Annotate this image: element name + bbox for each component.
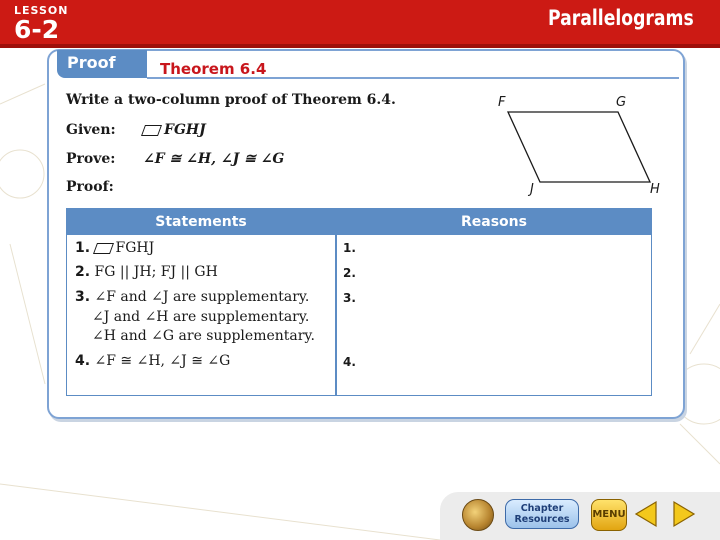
- statement-1-number: 1.: [75, 240, 91, 256]
- theorem-title: Theorem 6.4: [160, 60, 267, 78]
- statement-4-text: ∠F ≅ ∠H, ∠J ≅ ∠G: [94, 353, 231, 369]
- globe-icon[interactable]: [462, 499, 494, 531]
- statement-4-number: 4.: [75, 353, 91, 369]
- parallelogram-icon: [141, 125, 162, 136]
- prove-value: ∠F ≅ ∠H, ∠J ≅ ∠G: [143, 151, 285, 167]
- chapter-resources-line-1: Chapter: [520, 503, 564, 514]
- lesson-word: LESSON: [14, 4, 69, 17]
- reason-2[interactable]: 2.: [343, 266, 356, 280]
- given-value-text: FGHJ: [164, 122, 206, 138]
- reason-1[interactable]: 1.: [343, 241, 356, 255]
- vertex-label-f: F: [498, 95, 506, 110]
- chapter-resources-button[interactable]: [505, 499, 579, 529]
- left-arrow-icon[interactable]: [632, 499, 662, 529]
- statement-2-text: FG || JH; FJ || GH: [94, 264, 218, 280]
- statement-3-number: 3.: [75, 289, 91, 305]
- vertex-label-j: J: [530, 182, 534, 197]
- statement-3: [75, 289, 309, 305]
- statement-3-line-1: ∠F and ∠J are supplementary.: [94, 289, 310, 305]
- prove-label: Prove:: [66, 151, 116, 167]
- parallelogram-shape: [508, 112, 650, 182]
- statement-1: [75, 240, 154, 256]
- vertex-label-h: H: [650, 182, 660, 197]
- proof-tab-label: Proof: [67, 53, 116, 72]
- menu-button[interactable]: MENU: [591, 499, 627, 531]
- proof-table: [66, 208, 652, 396]
- right-arrow-icon[interactable]: [668, 499, 698, 529]
- lesson-number: 6-2: [14, 15, 60, 44]
- vertex-label-g: G: [616, 95, 627, 110]
- instruction-text: Write a two-column proof of Theorem 6.4.: [66, 92, 396, 108]
- reason-4[interactable]: 4.: [343, 355, 356, 369]
- statement-3-line-2: ∠J and ∠H are supplementary.: [92, 309, 310, 325]
- statement-2: [75, 264, 218, 280]
- parallelogram-figure: [490, 100, 670, 200]
- column-divider: [335, 209, 337, 395]
- reason-3[interactable]: 3.: [343, 291, 356, 305]
- parallelogram-icon: [93, 243, 114, 254]
- lesson-badge: [8, 2, 78, 46]
- statement-3-line-3: ∠H and ∠G are supplementary.: [92, 328, 315, 344]
- chapter-resources-line-2: Resources: [514, 514, 570, 525]
- statement-2-number: 2.: [75, 264, 91, 280]
- given-label: Given:: [66, 122, 116, 138]
- proof-label: Proof:: [66, 179, 114, 195]
- given-value: [143, 122, 206, 138]
- statement-4: [75, 353, 230, 369]
- statement-1-text: FGHJ: [115, 240, 155, 256]
- statements-header: Statements: [67, 209, 335, 235]
- reasons-header: Reasons: [337, 209, 651, 235]
- chapter-title: Parallelograms: [548, 6, 694, 30]
